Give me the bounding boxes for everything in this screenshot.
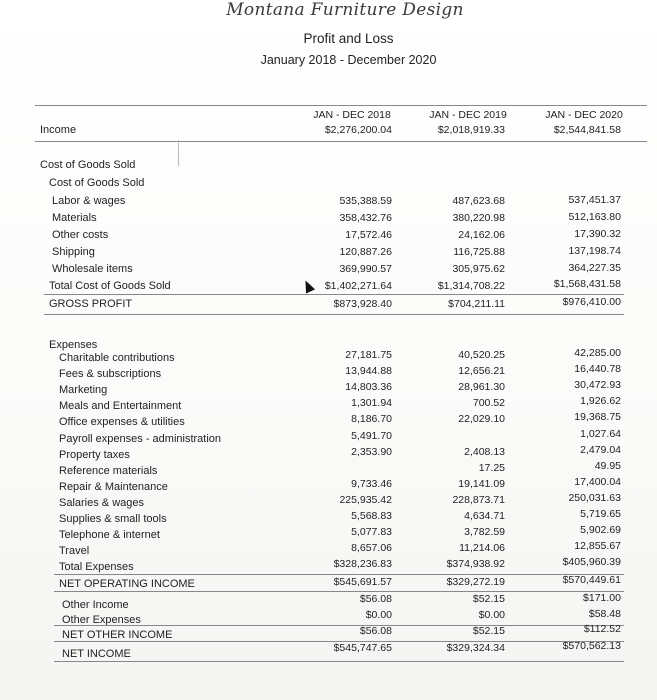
net-operating-income-2018: $545,691.57 (333, 576, 392, 588)
other-income-label: Other Income (62, 599, 129, 611)
expense-row-value: 1,301.94 (351, 397, 392, 410)
total-expenses-2020: $405,960.39 (562, 556, 621, 568)
cogs-row-label: Other costs (52, 229, 109, 241)
expense-row-value: 16,440.78 (574, 363, 621, 376)
expense-row-value: 2,479.04 (580, 443, 621, 456)
net-other-income-2019: $52.15 (472, 625, 505, 637)
income-2018: $2,276,200.04 (324, 124, 392, 136)
expense-row-value: 49.95 (594, 459, 621, 472)
expense-row-value: 17.25 (478, 461, 505, 474)
cogs-row-label: Shipping (52, 246, 95, 258)
expense-row-value: 228,873.71 (452, 493, 505, 506)
cogs-row-value: 537,451.37 (568, 194, 621, 206)
expense-row-label: Travel (59, 545, 90, 558)
cogs-row-label: Wholesale items (52, 263, 133, 275)
expense-row-value: 42,285.00 (574, 347, 621, 359)
net-income-2019: $329,324.34 (446, 642, 505, 654)
expense-row-label: Meals and Entertainment (59, 400, 182, 413)
cogs-row-value: 358,432.76 (339, 212, 392, 224)
cogs-row-value: 512,163.80 (568, 211, 621, 223)
net-other-income-2018: $56.08 (359, 625, 392, 637)
expense-row-label: Repair & Maintenance (59, 480, 168, 493)
expense-row-value: 5,568.83 (351, 510, 392, 522)
expense-row-value: 9,733.46 (351, 477, 392, 490)
net-income-2018: $545,747.65 (333, 642, 392, 654)
company-name: Montana Furniture Design (226, 0, 464, 20)
income-2019: $2,018,919.33 (437, 124, 505, 136)
expense-row-value: 700.52 (472, 397, 505, 410)
expense-row-value: 5,902.69 (580, 524, 621, 537)
net-operating-income-label: NET OPERATING INCOME (59, 578, 195, 590)
expense-row-label: Marketing (59, 384, 108, 397)
gross-profit-rule (44, 294, 624, 295)
gross-profit-label: GROSS PROFIT (49, 298, 133, 310)
cogs-row-value: 24,162.06 (458, 229, 505, 241)
report-title: Profit and Loss (303, 31, 394, 46)
expense-row-value: 40,520.25 (458, 349, 505, 361)
income-label: Income (40, 124, 77, 136)
total-expenses-2018: $328,236.83 (333, 558, 392, 570)
expense-row-value: 5,719.65 (580, 508, 621, 520)
expense-row-value: 250,031.63 (568, 491, 621, 504)
cogs-row-value: 487,623.68 (452, 195, 505, 207)
cogs-row-value: 137,198.74 (568, 245, 621, 257)
expense-row-label: Reference materials (59, 464, 158, 477)
gross-profit-2020: $976,410.00 (562, 296, 621, 308)
cogs-section-label: Cost of Goods Sold (40, 159, 136, 171)
total-expenses-2019: $374,938.92 (446, 558, 505, 570)
expense-row-value: 11,214.06 (459, 542, 505, 555)
cogs-row-label: Labor & wages (52, 195, 126, 207)
gross-profit-2018: $873,928.40 (333, 298, 392, 310)
cogs-row-value: 380,220.98 (452, 212, 505, 224)
other-income-2019: $52.15 (472, 593, 505, 605)
total-cogs-2020: $1,568,431.58 (553, 278, 621, 290)
net-income-rule-bottom (54, 661, 624, 662)
net-operating-rule (54, 574, 624, 575)
expense-row-value: 14,803.36 (345, 381, 392, 394)
other-income-2020: $171.00 (583, 592, 621, 604)
other-expenses-2020: $58.48 (588, 608, 621, 620)
cogs-row-value: 305,975.62 (452, 263, 505, 275)
col-period-2019: JAN - DEC 2019 (429, 109, 507, 121)
expense-row-value: 13,944.88 (345, 365, 392, 378)
net-operating-income-2020: $570,449.61 (562, 574, 621, 586)
expense-row-label: Salaries & wages (59, 496, 144, 509)
expense-row-value: 27,181.75 (345, 349, 392, 361)
expense-row-value: 3,782.59 (464, 526, 505, 539)
expense-row-value: 22,029.10 (458, 413, 505, 426)
expense-row-value: 19,141.09 (458, 477, 505, 490)
net-operating-rule-bottom (54, 591, 624, 592)
expense-row-label: Charitable contributions (59, 352, 175, 364)
expenses-section-label: Expenses (49, 339, 98, 351)
cogs-row-value: 120,887.26 (339, 246, 392, 258)
net-other-rule (54, 625, 624, 626)
expense-row-value: 5,491.70 (351, 429, 392, 442)
expense-row-label: Property taxes (59, 448, 130, 461)
expense-row-value: 17,400.04 (574, 475, 621, 488)
other-expenses-2019: $0.00 (478, 609, 505, 621)
cursor-arrow-icon (301, 278, 315, 293)
cogs-row-label: Materials (52, 212, 97, 224)
col-period-2020: JAN - DEC 2020 (545, 109, 623, 121)
expense-row-label: Telephone & internet (59, 529, 160, 542)
expense-row-value: 8,186.70 (351, 413, 392, 426)
expense-row-value: 28,961.30 (458, 381, 505, 394)
expense-row-value: 12,656.21 (458, 365, 505, 378)
expense-row-value: 2,353.90 (351, 445, 392, 458)
expense-row-value: 1,027.64 (580, 427, 621, 440)
total-cogs-2018: $1,402,271.64 (324, 280, 392, 292)
cogs-row-value: 17,390.32 (574, 228, 621, 240)
other-income-2018: $56.08 (359, 593, 392, 605)
expense-row-value: 225,935.42 (339, 493, 392, 506)
expense-row-label: Payroll expenses - administration (59, 432, 222, 445)
expense-row-value: 12,855.67 (574, 540, 621, 553)
expense-row-value: 8,657.06 (351, 542, 392, 555)
cogs-row-value: 364,227.35 (568, 262, 621, 274)
expense-row-value: 4,634.71 (464, 510, 505, 522)
total-cogs-2019: $1,314,708.22 (437, 280, 505, 292)
other-expenses-2018: $0.00 (365, 609, 392, 621)
expense-row-label: Fees & subscriptions (59, 368, 162, 381)
net-other-income-label: NET OTHER INCOME (62, 629, 173, 641)
header-rule-top (35, 105, 647, 106)
cogs-subsection-label: Cost of Goods Sold (49, 177, 145, 189)
expense-row-label: Supplies & small tools (59, 513, 167, 525)
cogs-row-value: 116,725.88 (453, 246, 505, 258)
net-other-income-2020: $112.52 (583, 623, 621, 635)
cogs-row-value: 17,572.46 (345, 229, 392, 241)
col-period-2018: JAN - DEC 2018 (313, 109, 391, 121)
gross-profit-2019: $704,211.11 (448, 298, 505, 310)
report-period: January 2018 - December 2020 (260, 53, 437, 67)
expense-row-value: 5,077.83 (351, 526, 392, 539)
expense-row-value: 2,408.13 (464, 445, 505, 458)
expense-row-value: 19,368.75 (574, 411, 621, 424)
total-expenses-label: Total Expenses (59, 561, 134, 573)
cogs-row-value: 369,990.57 (339, 263, 392, 275)
margin-mark (178, 140, 179, 166)
gross-profit-rule-bottom (44, 314, 624, 315)
other-expenses-label: Other Expenses (62, 614, 141, 626)
expense-row-value: 1,926.62 (580, 395, 621, 408)
header-rule-bottom (35, 141, 647, 142)
net-operating-income-2019: $329,272.19 (446, 576, 505, 588)
cogs-row-value: 535,388.59 (339, 195, 392, 207)
expense-row-label: Office expenses & utilities (59, 416, 185, 429)
total-cogs-label: Total Cost of Goods Sold (49, 280, 171, 292)
income-2020: $2,544,841.58 (553, 124, 621, 136)
net-income-label: NET INCOME (62, 648, 131, 660)
net-income-2020: $570,562.13 (562, 640, 621, 652)
expense-row-value: 30,472.93 (574, 379, 621, 392)
